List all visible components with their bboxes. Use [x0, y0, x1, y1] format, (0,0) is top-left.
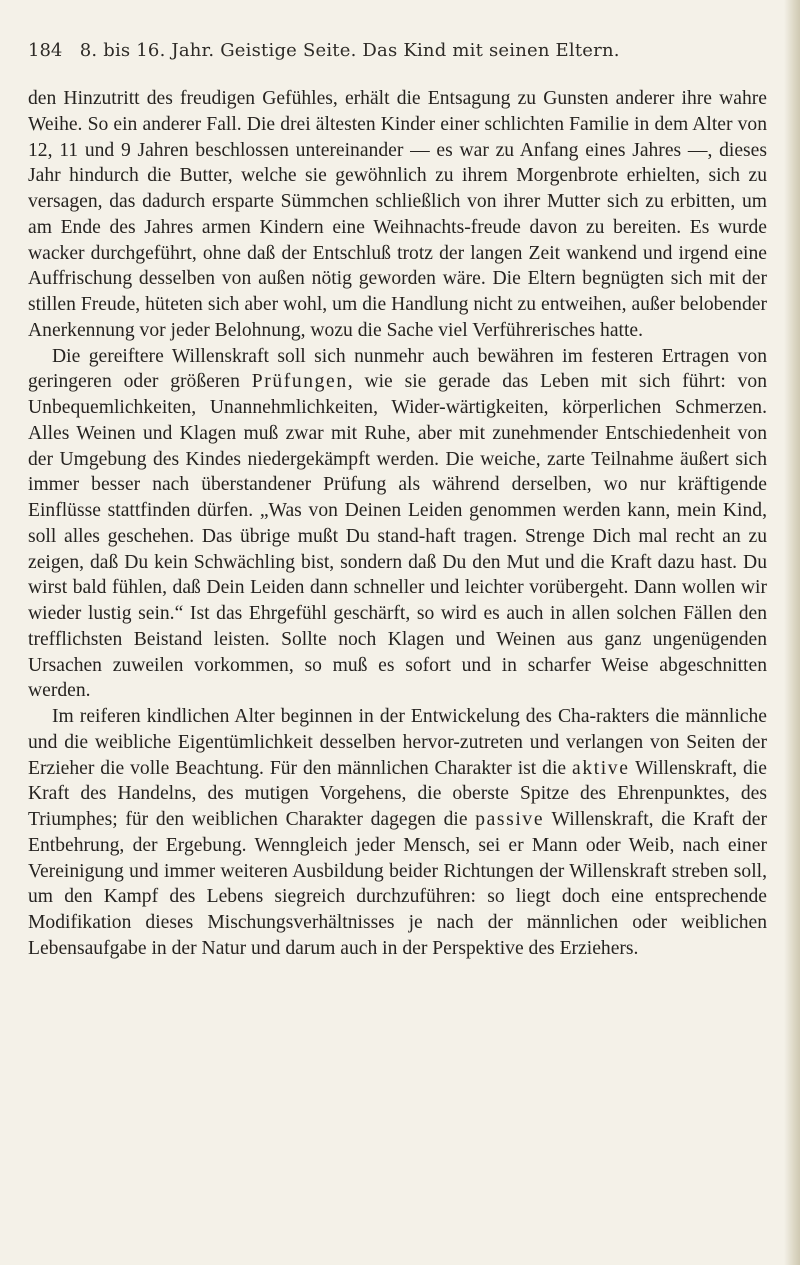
paragraph-1-text: den Hinzutritt des freudigen Gefühles, erhält die Entsagung zu Gunsten anderer ihre wahre Weihe. So ein anderer Fall. Die drei ältesten Kinder einer schlichten Familie in dem Alter von 12, 11 und 9 Jahren beschlossen untereinander — es war zu Anfang eines Jahres —, dieses Jahr hindurch die Butter, welche sie gewöhnlich zu ihrem Morgenbrote erhielten, sich zu versagen, das dadurch ersparte Sümmchen schließlich von ihrer Mutter sich zu erbitten, um am Ende des Jahres armen Kindern eine Weihnachts-freude davon zu bereiten. Es wurde wacker durchgeführt, ohne daß der Entschluß trotz der langen Zeit wankend und irgend eine Auffrischung desselben von außen nötig geworden wäre. Die Eltern begnügten sich mit der stillen Freude, hüteten sich aber wohl, um die Handlung nicht zu entweihen, außer belobender Anerkennung vor jeder Belohnung, wozu die Sache viel Verführerisches hatte. [28, 88, 767, 341]
page-number: 184 [28, 40, 63, 61]
emphasis-pruefungen: Prüfungen [251, 371, 348, 393]
page-edge-shadow [784, 0, 800, 1265]
paragraph-3-text-a: Im reiferen kindlichen Alter beginnen in der Entwickelung des Cha-rakters die männliche und die weibliche Eigentümlichkeit desselben hervor-zutreten und verlangen von Seiten der Erzieher die volle Beachtung. Für den männlichen Charakter ist die [28, 706, 767, 779]
body-text [28, 86, 767, 962]
paragraph-2-text-b: , wie sie gerade das Leben mit sich führt: von Unbequemlichkeiten, Unannehmlichkeiten, Wider-wärtigkeiten, körperlichen Schmerzen. Alles Weinen und Klagen muß zwar mit Ruhe, aber mit zunehmender Entschiedenheit von der Umgebung des Kindes niedergekämpft werden. Die weiche, zarte Teilnahme äußert sich immer besser nach überstandener Prüfung als während derselben, wo nur kräftigende Einflüsse stattfinden dürfen. „Was von Deinen Leiden genommen werden kann, mein Kind, soll alles geschehen. Das übrige mußt Du stand-haft tragen. Strenge Dich mal recht an zu zeigen, daß Du kein Schwächling bist, sondern daß Du den Mut und die Kraft dazu hast. Du wirst bald fühlen, daß Dein Leiden dann schneller und leichter vorübergeht. Dann wollen wir wieder lustig sein.“ Ist das Ehrgefühl geschärft, so wird es auch in allen solchen Fällen den trefflichsten Beistand leisten. Sollte noch Klagen und Weinen aus ganz ungenügenden Ursachen zuweilen vorkommen, so muß es sofort und in scharfer Weise abgeschnitten werden. [28, 371, 768, 702]
emphasis-aktive: aktive [572, 757, 630, 779]
running-header [28, 40, 768, 62]
paragraph-1 [28, 86, 767, 344]
paragraph-3 [28, 704, 767, 962]
paragraph-2-text-a: Die gereiftere Willenskraft soll sich nunmehr auch bewähren im festeren Ertragen von geringeren oder größeren [28, 345, 767, 393]
paragraph-3-text-b: Willenskraft, die Kraft des Handelns, des mutigen Vorgehens, die oberste Spitze des Ehrenpunktes, des Triumphes; für den weiblichen Charakter dagegen die [28, 757, 767, 830]
emphasis-passive: passive [475, 809, 545, 830]
running-title: 8. bis 16. Jahr. Geistige Seite. Das Kind mit seinen Eltern. [79, 40, 620, 61]
paragraph-3-text-c: Willenskraft, die Kraft der Entbehrung, der Ergebung. Wenngleich jeder Mensch, sei er Mann oder Weib, nach einer Vereinigung und immer weiteren Ausbildung beider Richtungen der Willenskraft streben soll, um den Kampf des Lebens siegreich durchzuführen: so liegt doch eine entsprechende Modifikation dieses Mischungsverhältnisses je nach der männlichen oder weiblichen Lebensaufgabe in der Natur und darum auch in der Perspektive des Erziehers. [28, 809, 767, 959]
paragraph-2 [28, 344, 767, 705]
